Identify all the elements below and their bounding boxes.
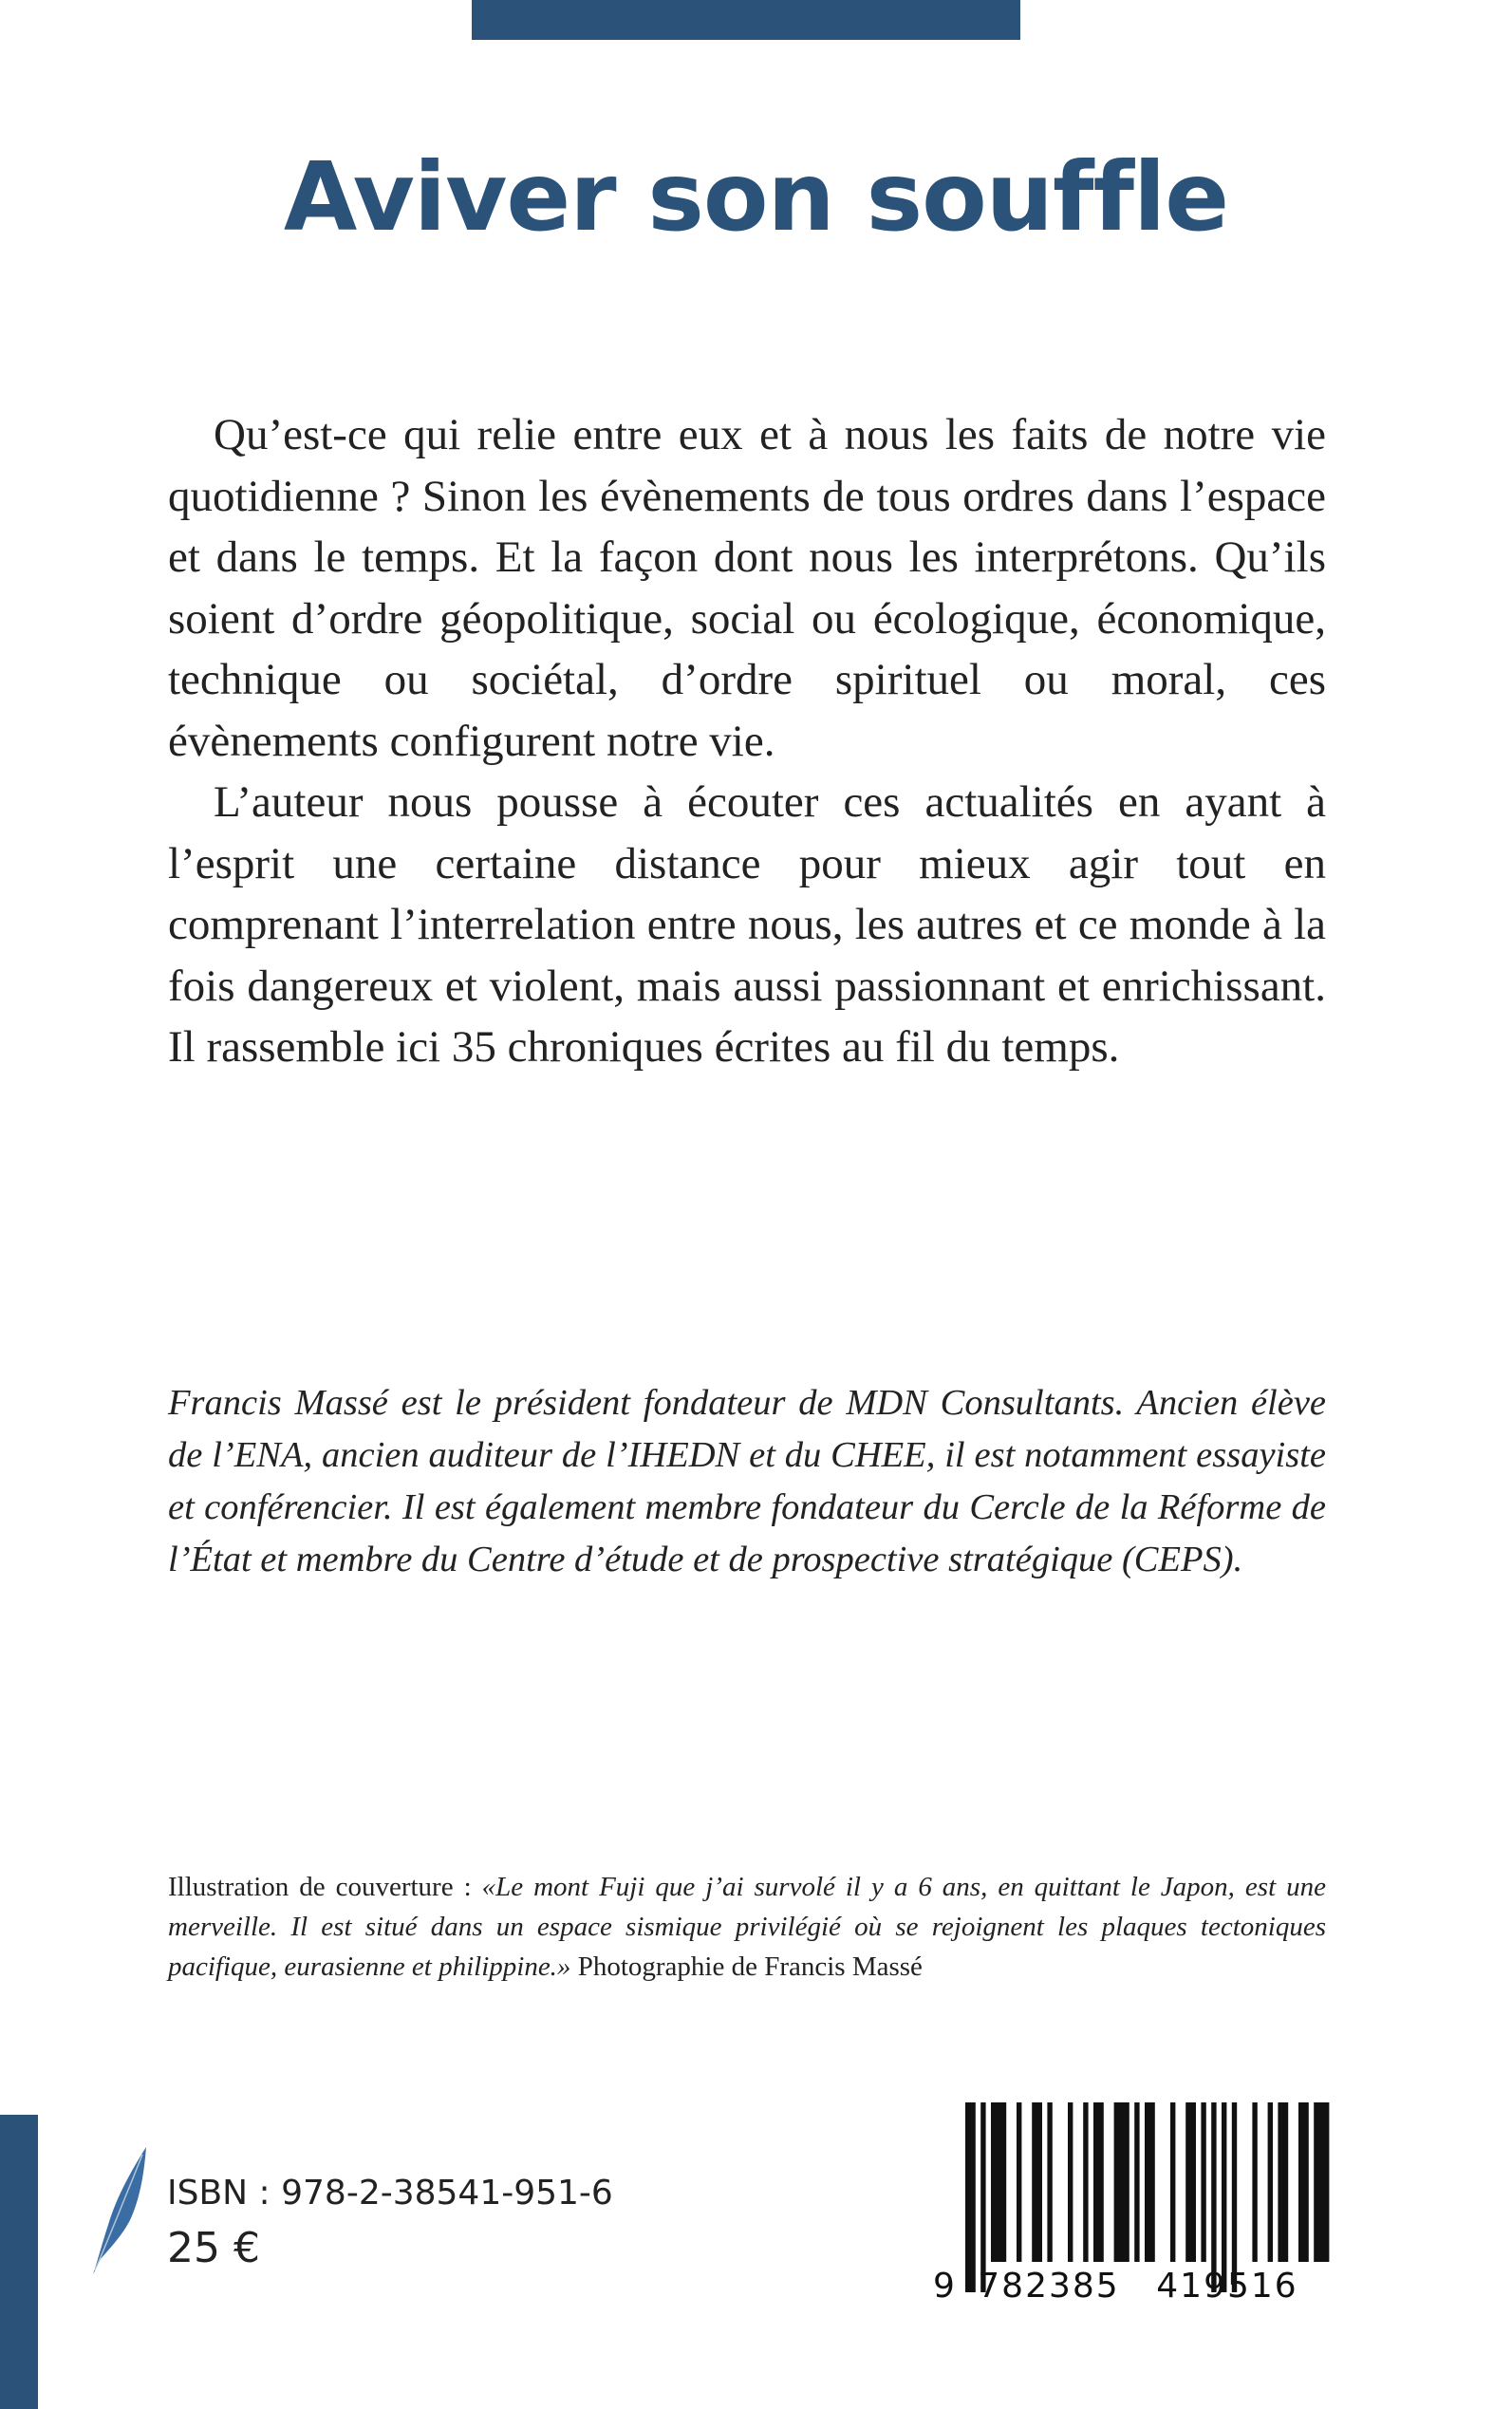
- barcode-digit-first: 9: [933, 2267, 955, 2306]
- barcode-bar: [1298, 2102, 1309, 2262]
- barcode-bar: [1222, 2102, 1226, 2292]
- barcode-bar: [1170, 2102, 1175, 2262]
- barcode-bar: [1211, 2102, 1216, 2292]
- barcode-bar: [1093, 2102, 1104, 2262]
- price: 25 €: [167, 2224, 260, 2272]
- barcode-bar: [1114, 2102, 1129, 2262]
- barcode-bar: [1252, 2102, 1257, 2262]
- barcode-bar: [965, 2102, 976, 2292]
- barcode-bar: [1068, 2102, 1073, 2262]
- barcode-digits-right: 419516: [1156, 2267, 1298, 2306]
- barcode-bar: [1201, 2102, 1205, 2262]
- barcode-bar: [1017, 2102, 1021, 2262]
- barcode-bar: [1047, 2102, 1052, 2262]
- barcode-bar: [1145, 2102, 1155, 2262]
- bottom-left-accent-bar: [0, 2115, 38, 2409]
- barcode-bar: [1185, 2102, 1196, 2262]
- barcode-bar: [1232, 2102, 1237, 2292]
- credit-photographer: Photographie de Francis Massé: [570, 1951, 923, 1982]
- isbn-number: ISBN : 978-2-38541-951-6: [167, 2174, 613, 2213]
- barcode-bar: [1314, 2102, 1329, 2262]
- barcode-bar: [1278, 2102, 1288, 2262]
- top-accent-bar: [472, 0, 1020, 40]
- barcode-bar: [1083, 2102, 1088, 2262]
- author-bio: Francis Massé est le président fondateur de MDN Consultants. Ancien élève de l’ENA, ancien auditeur de l’IHEDN et du CHEE, il est notamment essayiste et conférencier. Il est également membre fondateur du Cercle de la Réforme de l’État et membre du Centre d’étude et de prospective stratégique (CEPS).: [168, 1383, 1326, 1579]
- barcode-bars: [965, 2102, 1329, 2292]
- barcode-bar: [1268, 2102, 1273, 2262]
- barcode-bar: [1134, 2102, 1139, 2262]
- blurb-paragraph: L’auteur nous pousse à écouter ces actualités en ayant à l’esprit une certaine distance pour mieux agir tout en comprenant l’interrelation entre nous, les autres et ce monde à la fois dangereux et violent, mais aussi passionnant et enrichissant. Il rassemble ici 35 chroniques écrites au fil du temps.: [168, 777, 1326, 1072]
- book-title: Aviver son souffle: [283, 141, 1229, 252]
- feather-icon: [87, 2143, 154, 2276]
- barcode-bar: [980, 2102, 985, 2292]
- blurb-paragraph: Qu’est-ce qui relie entre eux et à nous les faits de notre vie quotidienne ? Sinon les évènements de tous ordres dans l’espace et dans le temps. Et la façon dont nous les interprétons. Qu’ils soient d’ordre géopolitique, social ou écologique, économique, technique ou sociétal, d’ordre spirituel ou moral, ces évènements configurent notre vie.: [168, 410, 1326, 766]
- illustration-credit: [168, 1867, 1326, 1987]
- isbn-barcode: [925, 2102, 1334, 2309]
- barcode-digits-left: 782385: [978, 2267, 1120, 2306]
- barcode-bar: [1032, 2102, 1042, 2262]
- book-blurb: [168, 404, 1326, 1078]
- credit-label: Illustration de couverture :: [168, 1872, 482, 1902]
- barcode-bar: [991, 2102, 1006, 2262]
- credit-quote: «Le mont Fuji que j’ai survolé il y a 6 ans, en quittant le Japon, est une merveille. Il est situé dans un espace sismique privilégié où se rejoignent les plaques tectoniques pacifique, eurasienne et philippine.»: [168, 1872, 1326, 1982]
